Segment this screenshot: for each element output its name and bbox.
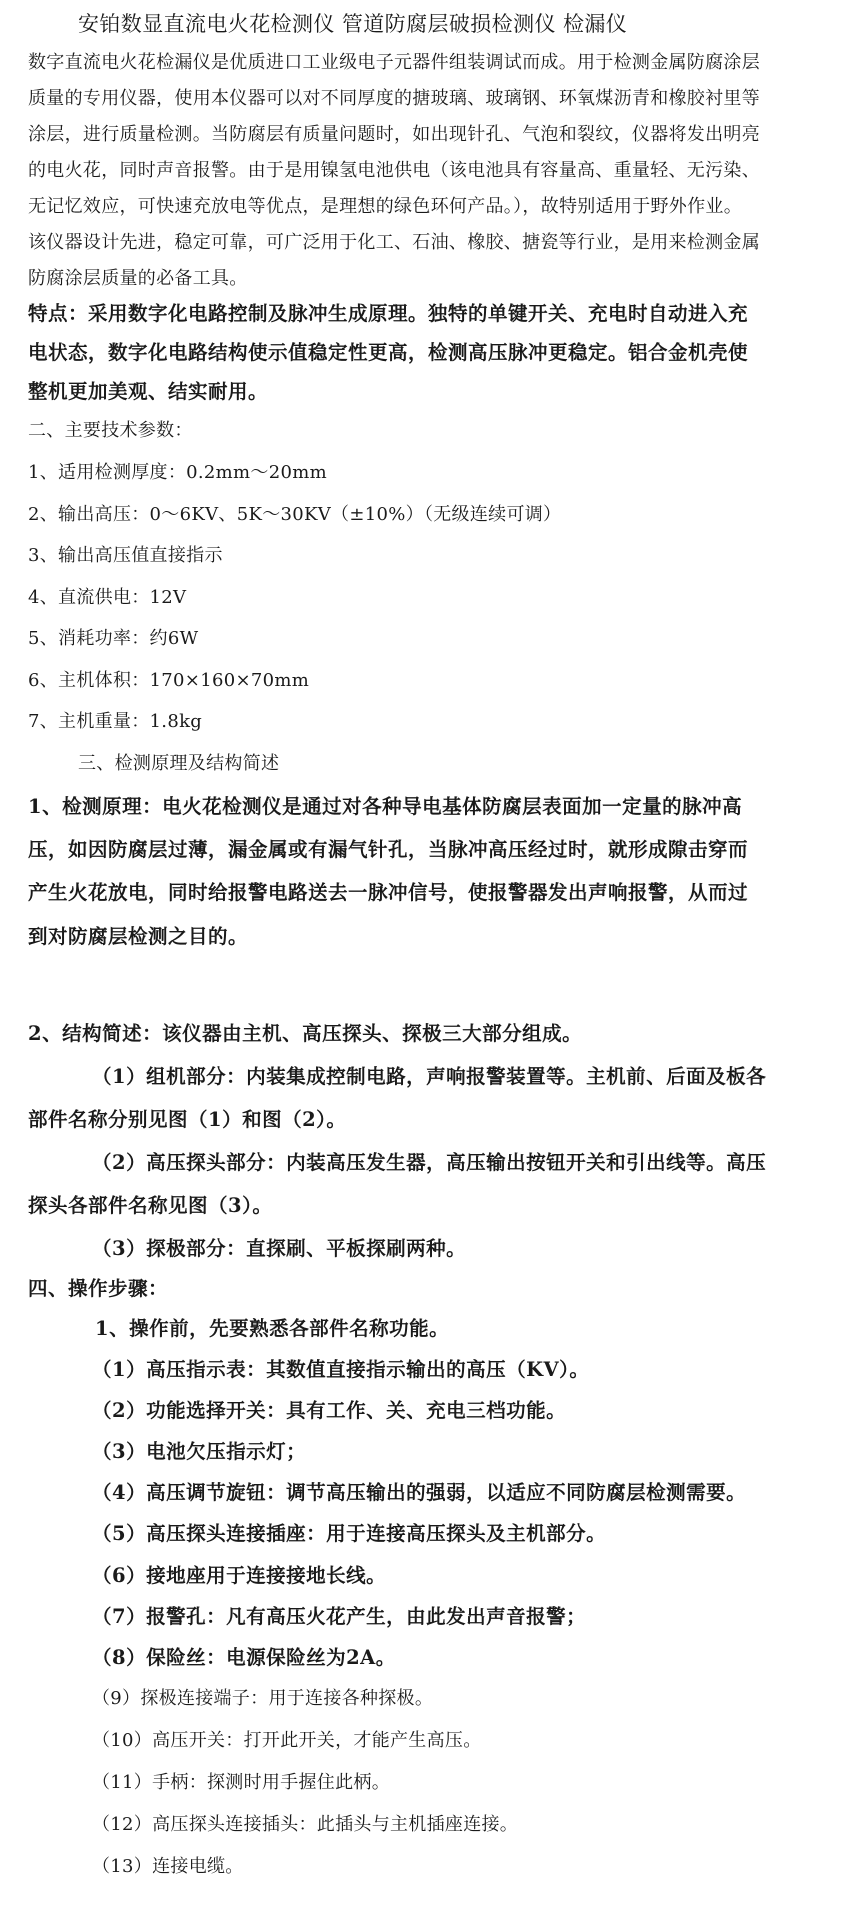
intro-line: 涂层，进行质量检测。当防腐层有质量问题时，如出现针孔、气泡和裂纹，仪器将发出明亮 bbox=[28, 124, 760, 145]
ops-item: （2）功能选择开关：具有工作、关、充电三档功能。 bbox=[92, 1399, 567, 1422]
ops-item: （3）电池欠压指示灯； bbox=[92, 1440, 307, 1463]
params-heading: 二、主要技术参数： bbox=[28, 420, 193, 441]
ops-heading: 四、操作步骤： bbox=[28, 1277, 169, 1300]
structure-line: 部件名称分别见图（1）和图（2）。 bbox=[28, 1108, 347, 1131]
principle-line: 1、检测原理：电火花检测仪是通过对各种导电基体防腐层表面加一定量的脉冲高 bbox=[28, 795, 743, 818]
features-line: 特点：采用数字化电路控制及脉冲生成原理。独特的单键开关、充电时自动进入充 bbox=[28, 302, 749, 325]
param-item: 5、消耗功率：约6W bbox=[28, 628, 199, 649]
features-line: 电状态，数字化电路结构使示值稳定性更高，检测高压脉冲更稳定。铝合金机壳使 bbox=[28, 341, 749, 364]
principle-line: 压，如因防腐层过薄，漏金属或有漏气针孔，当脉冲高压经过时，就形成隙击穿而 bbox=[28, 838, 749, 861]
structure-line: （3）探极部分：直探刷、平板探刷两种。 bbox=[92, 1237, 467, 1260]
ops-item: （8）保险丝：电源保险丝为2A。 bbox=[92, 1646, 396, 1669]
ops-item: （11）手柄：探测时用手握住此柄。 bbox=[92, 1772, 391, 1793]
structure-line: 探头各部件名称见图（3）。 bbox=[28, 1194, 273, 1217]
principle-line: 产生火花放电，同时给报警电路送去一脉冲信号，使报警器发出声响报警，从而过 bbox=[28, 881, 749, 904]
document-title: 安铂数显直流电火花检测仪 管道防腐层破损检测仪 检漏仪 bbox=[78, 12, 628, 36]
intro-line: 的电火花，同时声音报警。由于是用镍氢电池供电（该电池具有容量高、重量轻、无污染、 bbox=[28, 160, 760, 181]
ops-item: （10）高压开关：打开此开关，才能产生高压。 bbox=[92, 1730, 482, 1751]
ops-step: 1、操作前，先要熟悉各部件名称功能。 bbox=[95, 1317, 450, 1340]
structure-line: （2）高压探头部分：内装高压发生器，高压输出按钮开关和引出线等。高压 bbox=[92, 1151, 767, 1174]
ops-item: （6）接地座用于连接接地长线。 bbox=[92, 1564, 387, 1587]
ops-item: （12）高压探头连接插头：此插头与主机插座连接。 bbox=[92, 1814, 519, 1835]
param-item: 1、适用检测厚度：0.2mm～20mm bbox=[28, 462, 327, 483]
param-item: 7、主机重量：1.8kg bbox=[28, 711, 203, 732]
ops-item: （7）报警孔：凡有高压火花产生，由此发出声音报警； bbox=[92, 1605, 587, 1628]
param-item: 4、直流供电：12V bbox=[28, 587, 187, 608]
principle-line: 到对防腐层检测之目的。 bbox=[28, 925, 249, 948]
intro-line: 数字直流电火花检漏仪是优质进口工业级电子元器件组装调试而成。用于检测金属防腐涂层 bbox=[28, 52, 760, 73]
structure-line: （1）组机部分：内装集成控制电路，声响报警装置等。主机前、后面及板各 bbox=[92, 1065, 767, 1088]
intro-line: 防腐涂层质量的必备工具。 bbox=[28, 268, 248, 289]
param-item: 6、主机体积：170×160×70mm bbox=[28, 670, 310, 691]
ops-item: （13）连接电缆。 bbox=[92, 1856, 244, 1877]
intro-line: 该仪器设计先进，稳定可靠，可广泛用于化工、石油、橡胶、搪瓷等行业，是用来检测金属 bbox=[28, 232, 760, 253]
param-item: 2、输出高压：0～6KV、5K～30KV（±10%）（无级连续可调） bbox=[28, 504, 562, 525]
structure-line: 2、结构简述：该仪器由主机、高压探头、探极三大部分组成。 bbox=[28, 1022, 583, 1045]
ops-item: （5）高压探头连接插座：用于连接高压探头及主机部分。 bbox=[92, 1522, 607, 1545]
intro-line: 质量的专用仪器，使用本仪器可以对不同厚度的搪玻璃、玻璃钢、环氧煤沥青和橡胶衬里等 bbox=[28, 88, 760, 109]
param-item: 3、输出高压值直接指示 bbox=[28, 545, 223, 566]
intro-line: 无记忆效应，可快速充放电等优点，是理想的绿色环何产品。），故特别适用于野外作业。 bbox=[28, 196, 742, 217]
ops-item: （4）高压调节旋钮：调节高压输出的强弱，以适应不同防腐层检测需要。 bbox=[92, 1481, 747, 1504]
ops-item: （9）探极连接端子：用于连接各种探极。 bbox=[92, 1688, 434, 1709]
principle-heading: 三、检测原理及结构简述 bbox=[78, 753, 280, 774]
features-line: 整机更加美观、结实耐用。 bbox=[28, 380, 269, 403]
ops-item: （1）高压指示表：其数值直接指示输出的高压（KV）。 bbox=[92, 1358, 590, 1381]
